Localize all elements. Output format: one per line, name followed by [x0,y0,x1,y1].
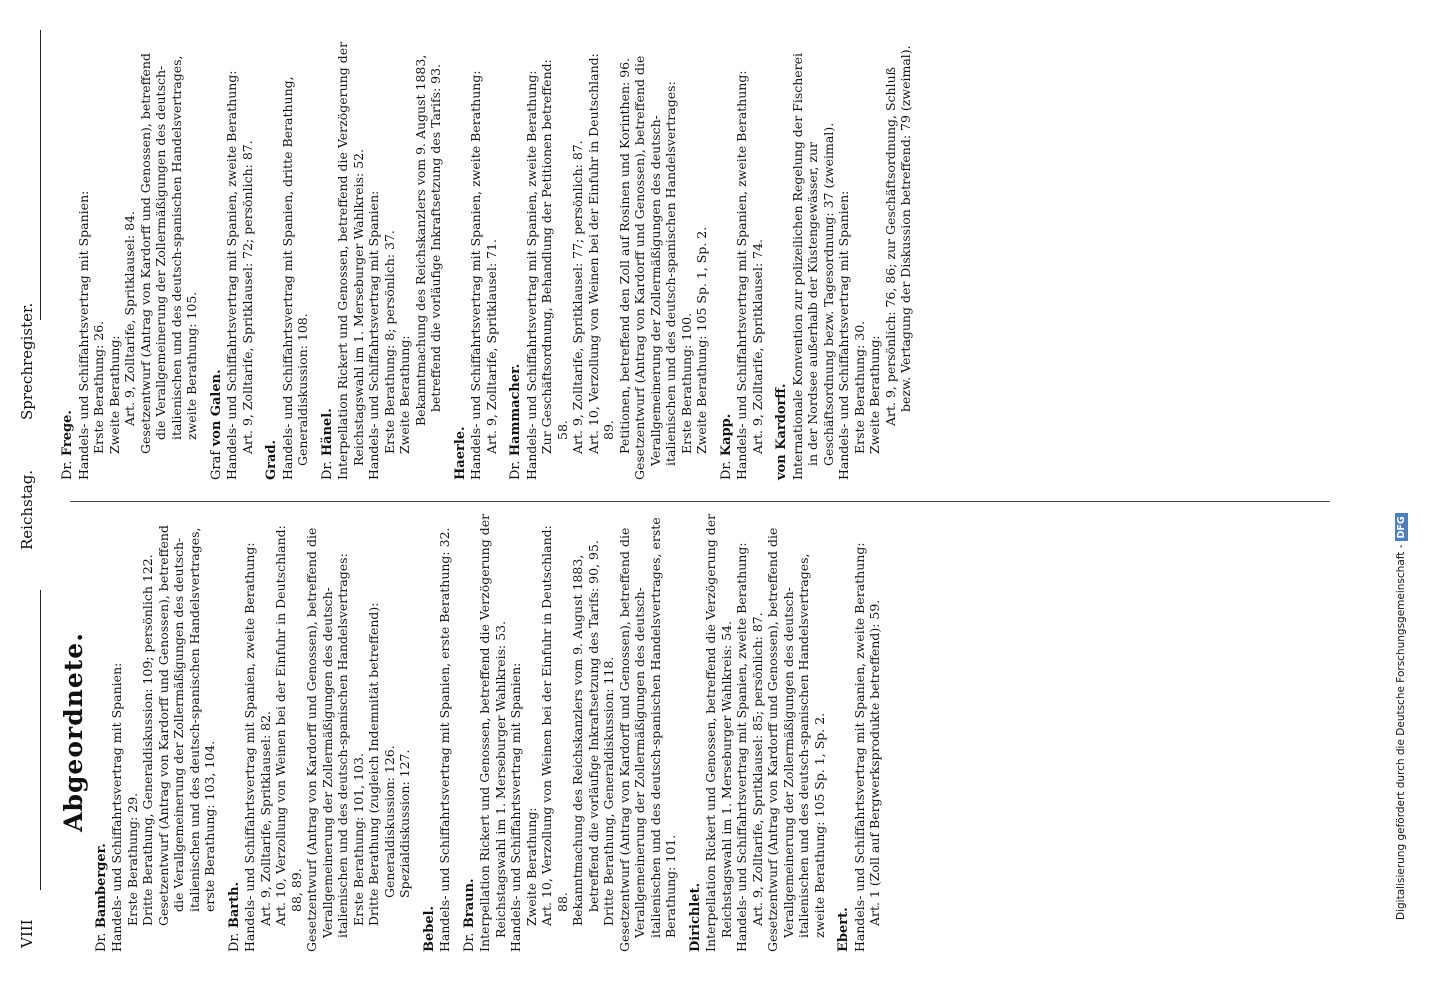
speech-entry: Handels- und Schiffahrtsvertrag mit Spanien: [75,190,91,480]
speech-entry: Art. 10, Verzollung von Weinen bei der Einfuhr in Deutschland: 88, 89. [273,525,304,926]
speech-entry: Gesetzentwurf (Antrag von Kardorff und Genossen), betreffend die Verallgemeinerung der Zollermäßigungen des deutsch-italienischen und des deutsch-spanischen Handelsvertrages, erste Berathung: 103, 104. [155,525,217,926]
member-entry [264,40,311,480]
speech-entry: Gesetzentwurf (Antrag von Kardorff und Genossen), betreffend die Verallgemeinerung der Zollermäßigungen des deutsch-italienischen und des deutsch-spanischen Handelsvertrages, zweite Berathung: 105. [137,53,199,454]
member-entry [422,512,453,952]
member-title: Dr. [461,932,477,952]
member-entry [227,512,413,952]
member-name-text: Kapp. [718,413,734,457]
speech-entry: Dritte Berathung, Generaldiskussion: 118. [601,656,616,926]
speech-entry: Art. 1 (Zoll auf Bergwerksprodukte betreffend): 59. [867,599,882,926]
speech-entry: Art. 10, Verzollung von Weinen bei der Einfuhr in Deutschland: 89. [585,53,616,454]
speech-entry: Zweite Berathung: [867,335,882,454]
member-entry [462,512,679,952]
member-entry [508,40,710,480]
member-name [209,40,225,480]
member-entry [688,512,828,952]
member-name [774,40,790,480]
member-name [719,40,735,480]
member-name [508,40,524,480]
member-name-text: Barth. [226,881,242,929]
member-name-text: Hänel. [319,408,335,457]
speech-entry: Interpellation Rickert und Genossen, betreffend die Verzögerung der Reichstagswahl im 1. Merseburger Wahlkreis: 54. [703,513,734,952]
speech-entry: Handels- und Schiffahrtsvertrag mit Spanien, zweite Berathung: [851,542,867,952]
member-entry [836,512,883,952]
column-divider [70,501,1330,502]
header-center: Reichstag. [18,469,36,550]
left-member-list [94,512,883,952]
speech-entry: Bekanntmachung des Reichskanzlers vom 9. August 1883, betreffend die vorläufige Inkraftsetzung des Tarifs: 90, 95. [570,540,601,926]
member-title: Dr. [508,460,523,480]
speech-entry: Petitionen, betreffend den Zoll auf Rosinen und Korinthen: 96. [616,57,632,454]
member-entry [453,40,500,480]
speech-entry: Zweite Berathung: [523,807,539,926]
member-entry [209,40,256,480]
member-name [453,40,469,480]
member-name-text: von Kardorff. [774,383,789,480]
speech-entry: Handels- und Schiffahrtsvertrag mit Spanien, erste Berathung: 32. [437,527,452,952]
member-name-text: Hammacher. [508,363,523,457]
speech-entry: Handels- und Schiffahrtsvertrag mit Spanien: [109,662,124,952]
speech-entry: Internationale Konvention zur polizeilichen Regelung der Fischerei in der Nordsee außerhalb der Küstengewässer, zur Geschäftsordnung bezw. Tagesordnung: 37 (zweimal). [789,52,836,480]
member-name-text: Dirichlet. [687,882,703,952]
member-name-text: Grad. [264,440,279,480]
speech-entry: Erste Berathung: 29. [124,792,140,926]
member-name-text: Frege. [60,410,75,457]
speech-entry: Interpellation Rickert und Genossen, betreffend die Verzögerung der Reichstagswahl im 1. Merseburger Wahlkreis: 52. [335,41,366,480]
speech-entry: Art. 9, persönlich: 76, 86; zur Geschäftsordnung, Schluß bezw. Vertagung der Diskussion betreffend: 79 (zweimal). [882,45,913,426]
footer-text: Digitalisierung gefördert durch die Deutsche Forschungsgemeinschaft - [1395,544,1407,920]
speech-entry: Dritte Berathung, Generaldiskussion: 109; persönlich 122. [140,554,155,926]
speech-entry: Art. 9, Zolltarife, Spritklausel: 85; persönlich: 87. [749,612,765,926]
speech-entry: Erste Berathung: 8; persönlich: 37. [381,230,397,454]
speech-entry: Handels- und Schiffahrtsvertrag mit Spanien, dritte Berathung, Generaldiskussion: 108. [279,76,310,480]
speech-entry: Gesetzentwurf (Antrag von Kardorff und Genossen), betreffend die Verallgemeinerung der Zollermäßigungen des deutsch-italienischen und des deutsch-spanischen Handelsvertrages: [304,527,350,952]
speech-entry: Handels- und Schiffahrtsvertrag mit Spanien, zweite Berathung: [523,70,539,480]
speech-entry: Handels- und Schiffahrtsvertrag mit Spanien, zweite Berathung: [734,542,749,952]
member-entry [94,512,218,952]
speech-entry: Erste Berathung: 101, 103. [350,753,366,926]
speech-entry: Bekanntmachung des Reichskanzlers vom 9. August 1883, betreffend die vorläufige Inkraftsetzung des Tarifs: 93. [412,54,443,426]
header-right: Sprechregister. [18,302,36,420]
left-column [60,512,892,952]
speech-entry: Handels- und Schiffahrtsvertrag mit Spanien: [366,190,381,480]
header-rule-left [40,590,41,890]
member-title: Dr. [319,460,335,480]
member-title: Dr. [718,460,734,480]
member-title: Dr. [226,932,242,952]
member-name-text: von Galen. [208,369,224,447]
member-entry [719,40,766,480]
member-name [836,512,852,952]
header-rule-right [40,30,41,320]
member-entry [60,40,200,480]
speech-entry: Art. 9, Zolltarife, Spritklausel: 71. [483,238,499,454]
speech-entry: Dritte Berathung (zugleich Indemnität betreffend): [366,602,381,926]
speech-entry: Interpellation Rickert und Genossen, betreffend die Verzögerung der Reichstagswahl im 1. Merseburger Wahlkreis: 53. [477,513,508,952]
speech-entry: Handels- und Schiffahrtsvertrag mit Spanien: [836,190,851,480]
speech-entry: Art. 9, Zolltarife, Spritklausel: 77; persönlich: 87. [570,140,585,454]
section-title: Abgeordnete. [59,632,88,832]
speech-entry: Handels- und Schiffahrtsvertrag mit Spanien, zweite Berathung: [734,70,749,480]
speech-entry: Zur Geschäftsordnung, Behandlung der Petitionen betreffend: 58. [539,59,570,454]
speech-entry: Gesetzentwurf (Antrag von Kardorff und Genossen), betreffend die Verallgemeinerung der Zollermäßigungen des deutsch-italienischen und des deutsch-spanischen Handelsvertrages: [632,55,678,480]
member-name [462,512,478,952]
speech-entry: Art. 9, Zolltarife, Spritklausel: 84. [122,210,137,426]
member-name [60,40,76,480]
speech-entry: Handels- und Schiffahrtsvertrag mit Spanien, zweite Berathung: [224,70,239,480]
member-name [688,512,704,952]
speech-entry: Erste Berathung: 26. [91,320,106,454]
member-name-text: Braun. [461,878,477,929]
member-name [227,512,243,952]
speech-entry: Handels- und Schiffahrtsvertrag mit Spanien, zweite Berathung: [242,542,257,952]
speech-entry: Art. 10, Verzollung von Weinen bei der Einfuhr in Deutschland: 88. [539,525,570,926]
member-title: Dr. [93,932,109,952]
speech-entry: Art. 9, Zolltarife, Spritklausel: 74. [749,238,765,454]
speech-entry: Zweite Berathung: [106,335,122,454]
right-member-list [60,40,914,480]
speech-entry: Erste Berathung: 30. [851,320,867,454]
speech-entry: Erste Berathung: 100. [678,312,694,454]
speech-entry: Generaldiskussion: 126. [381,745,397,898]
member-name-text: Bebel. [421,905,437,952]
member-name [320,40,336,480]
member-entry [774,40,914,480]
speech-entry: Zweite Berathung: [397,335,412,454]
member-name-text: Bamberger. [93,843,109,929]
member-title: Dr. [60,460,75,480]
right-column [60,40,923,480]
speech-entry: Handels- und Schiffahrtsvertrag mit Spanien, zweite Berathung: [468,70,483,480]
member-name-text: Haerle. [452,426,468,480]
member-entry [320,40,444,480]
member-name [94,512,110,952]
page-number: VIII [18,919,36,948]
dfg-badge: DFG [1395,513,1408,541]
speech-entry: Spezialdiskussion: 127. [397,749,412,898]
speech-entry: Gesetzentwurf (Antrag von Kardorff und Genossen), betreffend die Verallgemeinerung der Zollermäßigungen des deutsch-italienischen und des deutsch-spanischen Handelsvertrages, zweite Berathung: 105 Sp. 1, Sp. 2. [765,527,827,952]
member-name [264,40,280,480]
page-header [10,25,50,960]
member-name-text: Ebert. [836,907,851,952]
member-name [422,512,438,952]
speech-entry: Gesetzentwurf (Antrag von Kardorff und Genossen), betreffend die Verallgemeinerung der Zollermäßigungen des deutsch-italienischen und des deutsch-spanischen Handelsvertrages, erste Berathung: 101. [616,517,678,952]
digitization-footer [1395,513,1408,920]
member-title: Graf [208,450,224,480]
speech-entry: Handels- und Schiffahrtsvertrag mit Spanien: [508,662,523,952]
speech-entry: Art. 9, Zolltarife, Spritklausel: 72; persönlich: 87. [239,140,255,454]
speech-entry: Art. 9, Zolltarife, Spritklausel: 82. [257,710,273,926]
speech-entry: Zweite Berathung: 105 Sp. 1, Sp. 2. [694,226,709,454]
